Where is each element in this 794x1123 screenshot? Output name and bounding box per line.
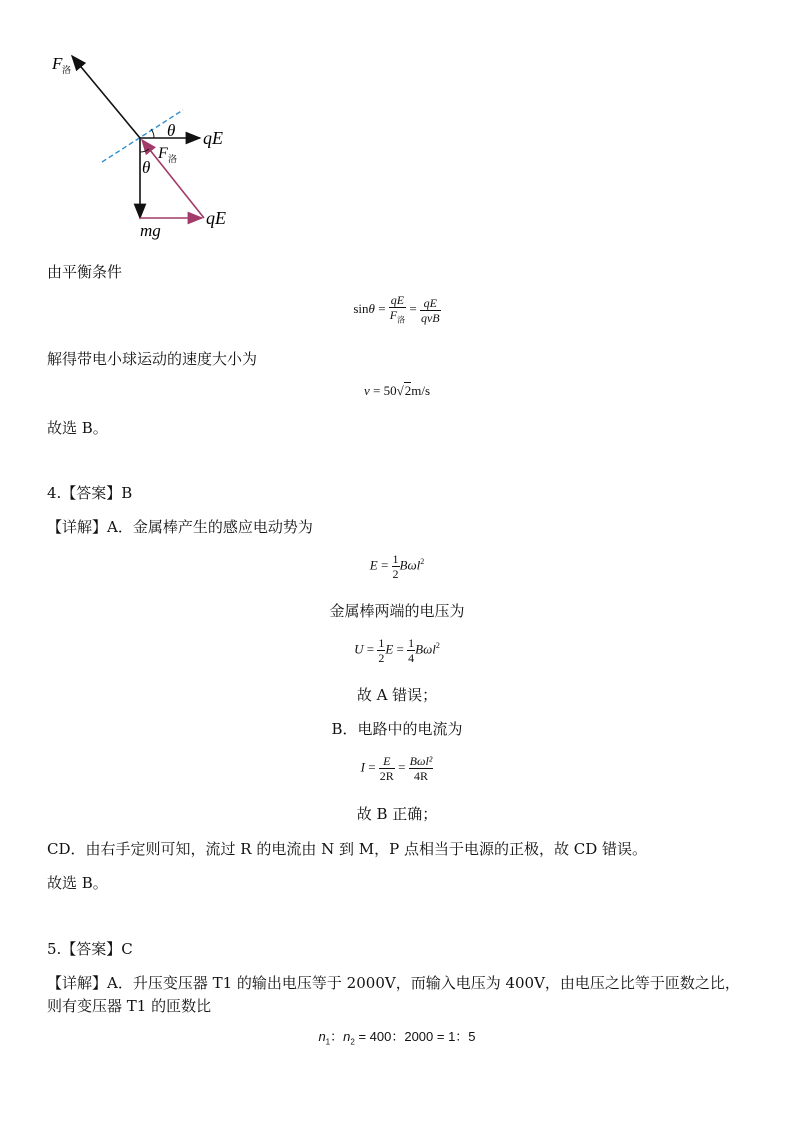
label-qe-top: qE [203, 128, 223, 148]
numerator: qE [420, 296, 441, 311]
radicand: 2 [404, 383, 412, 398]
eq-text: = 400：2000 = 1：5 [358, 1029, 476, 1044]
label-theta-inner: θ [142, 158, 151, 177]
eq-text: = [409, 301, 417, 317]
label-f-luo: F [52, 54, 63, 73]
fraction [420, 296, 441, 325]
subscript: 洛 [397, 315, 406, 325]
paragraph: 【详解】A．金属棒产生的感应电动势为 [47, 518, 313, 536]
equation-sin-theta [0, 293, 794, 327]
fraction [379, 754, 395, 783]
fraction [389, 293, 406, 327]
denominator: qvB [420, 310, 440, 325]
eq-text: = [398, 759, 406, 775]
eq-text: = [366, 641, 375, 657]
eq-text: E [369, 557, 378, 573]
equation-voltage [0, 636, 794, 665]
paragraph: 【详解】A．升压变压器 T1 的输出电压等于 2000V，而输入电压为 400V，由电压之比等于匝数之比， [47, 974, 740, 992]
eq-text: = [378, 301, 386, 317]
question-header: 5.【答案】C [47, 940, 133, 958]
denominator: 4R [414, 769, 429, 783]
eq-text: ： [330, 1029, 344, 1044]
fraction [392, 552, 400, 581]
unit: m/s [411, 383, 431, 398]
equation-turns-ratio [0, 1026, 794, 1047]
question-header: 4.【答案】B [47, 484, 133, 502]
eq-text: = [368, 759, 376, 775]
superscript: 2 [420, 557, 425, 567]
paragraph: 则有变压器 T1 的匝数比 [47, 997, 212, 1015]
f-luo-arrow [72, 56, 140, 138]
eq-text: θ [368, 301, 375, 317]
eq-text: n [318, 1029, 326, 1044]
angle-arc-inner [140, 149, 149, 152]
label-qe-bottom: qE [206, 208, 226, 228]
force-diagram [40, 40, 260, 250]
eq-text: I [360, 759, 365, 775]
equation-current [0, 754, 794, 783]
label-f-luo-inner: F [158, 145, 168, 162]
numerator: 1 [408, 636, 415, 650]
sqrt-sign: √ [396, 383, 404, 398]
paragraph: 故选 B。 [47, 419, 108, 437]
denominator: F [389, 308, 398, 322]
eq-text: n [343, 1029, 351, 1044]
angle-arc-top [151, 129, 154, 138]
numerator: Bωl² [409, 754, 433, 768]
fraction [407, 636, 415, 665]
label-theta-top: θ [167, 121, 176, 140]
eq-text: E [385, 641, 394, 657]
f-luo-magenta-line [142, 140, 204, 218]
eq-text: sin [353, 301, 369, 317]
superscript: 2 [435, 641, 440, 651]
paragraph: 故 A 错误； [356, 686, 438, 704]
denominator: 2 [392, 567, 399, 581]
numerator: E [379, 754, 395, 769]
eq-text: = 50 [373, 383, 397, 398]
eq-text: v [363, 383, 370, 398]
equation-emf [0, 552, 794, 581]
eq-text: = [396, 641, 404, 657]
equation-velocity [0, 383, 794, 399]
paragraph: B．电路中的电流为 [331, 720, 463, 738]
paragraph: 故选 B。 [47, 874, 108, 892]
paragraph: 解得带电小球运动的速度大小为 [47, 350, 258, 368]
paragraph: 故 B 正确； [356, 805, 438, 823]
label-mg: mg [140, 221, 161, 240]
eq-text: = [380, 557, 389, 573]
eq-text: Bωl [399, 557, 421, 573]
numerator: 1 [378, 636, 385, 650]
denominator: 2 [378, 651, 385, 665]
numerator: qE [390, 293, 405, 307]
label-f-luo-inner-sub: 洛 [168, 155, 178, 165]
denominator: 4 [408, 651, 415, 665]
eq-text: U [354, 641, 364, 657]
paragraph: 金属棒两端的电压为 [329, 602, 465, 620]
fraction [409, 754, 434, 783]
subscript: 1 [325, 1037, 331, 1047]
eq-text: Bωl [415, 641, 436, 657]
numerator: 1 [392, 552, 399, 566]
paragraph: CD．由右手定则可知，流过 R 的电流由 N 到 M，P 点相当于电源的正极，故 CD 错误。 [47, 840, 648, 858]
label-f-luo-sub: 洛 [62, 66, 72, 76]
subscript: 2 [350, 1037, 355, 1047]
denominator: 2R [379, 769, 394, 783]
paragraph: 由平衡条件 [47, 263, 123, 281]
